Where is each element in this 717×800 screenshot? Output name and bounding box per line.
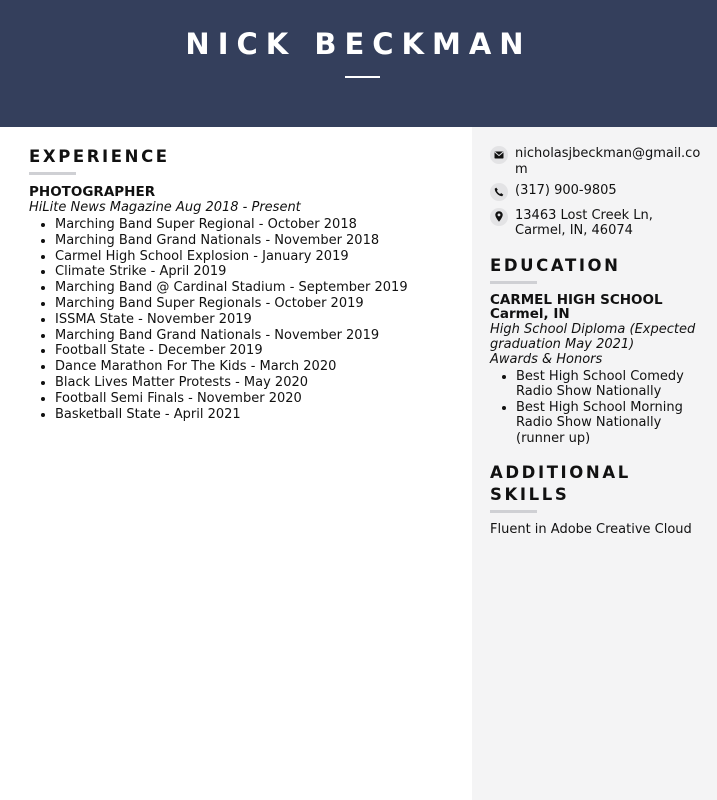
address-text: 13463 Lost Creek Ln, Carmel, IN, 46074 [515, 207, 653, 238]
envelope-icon [490, 146, 508, 164]
sidebar-content [490, 146, 705, 538]
award-item: • Best High School Morning Radio Show Nationally (runner up) [516, 400, 705, 447]
awards-label: Awards & Honors [490, 351, 603, 367]
school-name: CARMEL HIGH SCHOOL Carmel, IN [490, 291, 663, 322]
experience-item: • Football Semi Finals - November 2020 [55, 391, 449, 407]
education-heading: EDUCATION [490, 255, 621, 275]
award-item: • Best High School Comedy Radio Show Nationally [516, 369, 705, 400]
degree-text: High School Diploma (Expected graduation May 2021) [490, 321, 696, 352]
skills-heading: ADDITIONAL SKILLS [490, 463, 631, 505]
email-text: nicholasjbeckman@gmail.com [515, 146, 701, 177]
experience-section [29, 146, 449, 422]
experience-item: • Marching Band Grand Nationals - November 2019 [55, 328, 449, 344]
skills-heading-rule [490, 510, 537, 513]
education-section [490, 255, 705, 447]
experience-item: • Black Lives Matter Protests - May 2020 [55, 375, 449, 391]
skills-section [490, 462, 705, 538]
experience-item: • Marching Band Super Regionals - October 2019 [55, 296, 449, 312]
contact-address [490, 208, 705, 239]
experience-item: • Marching Band Super Regional - October 2018 [55, 217, 449, 233]
experience-heading-rule [29, 172, 76, 175]
experience-item: • Climate Strike - April 2019 [55, 264, 449, 280]
phone-text: (317) 900-9805 [515, 183, 617, 198]
experience-item: • Football State - December 2019 [55, 343, 449, 359]
experience-item: • ISSMA State - November 2019 [55, 312, 449, 328]
experience-list [29, 217, 449, 422]
skills-text: Fluent in Adobe Creative Cloud [490, 522, 692, 538]
map-pin-icon [490, 208, 508, 226]
name-underline [345, 76, 380, 78]
education-heading-rule [490, 281, 537, 284]
experience-item: • Carmel High School Explosion - January 2019 [55, 249, 449, 265]
candidate-name: NICK BECKMAN [185, 27, 532, 61]
experience-item: • Dance Marathon For The Kids - March 2020 [55, 359, 449, 375]
awards-list [490, 369, 705, 447]
job-subtitle: HiLite News Magazine Aug 2018 - Present [29, 200, 301, 215]
resume-header [0, 0, 717, 127]
experience-item: • Marching Band Grand Nationals - November 2018 [55, 233, 449, 249]
experience-item: • Marching Band @ Cardinal Stadium - September 2019 [55, 280, 449, 296]
job-title: PHOTOGRAPHER [29, 184, 156, 200]
experience-item: • Basketball State - April 2021 [55, 407, 449, 423]
contact-email[interactable] [490, 146, 705, 177]
phone-icon [490, 183, 508, 201]
experience-heading: EXPERIENCE [29, 147, 170, 166]
contact-phone[interactable] [490, 183, 705, 199]
